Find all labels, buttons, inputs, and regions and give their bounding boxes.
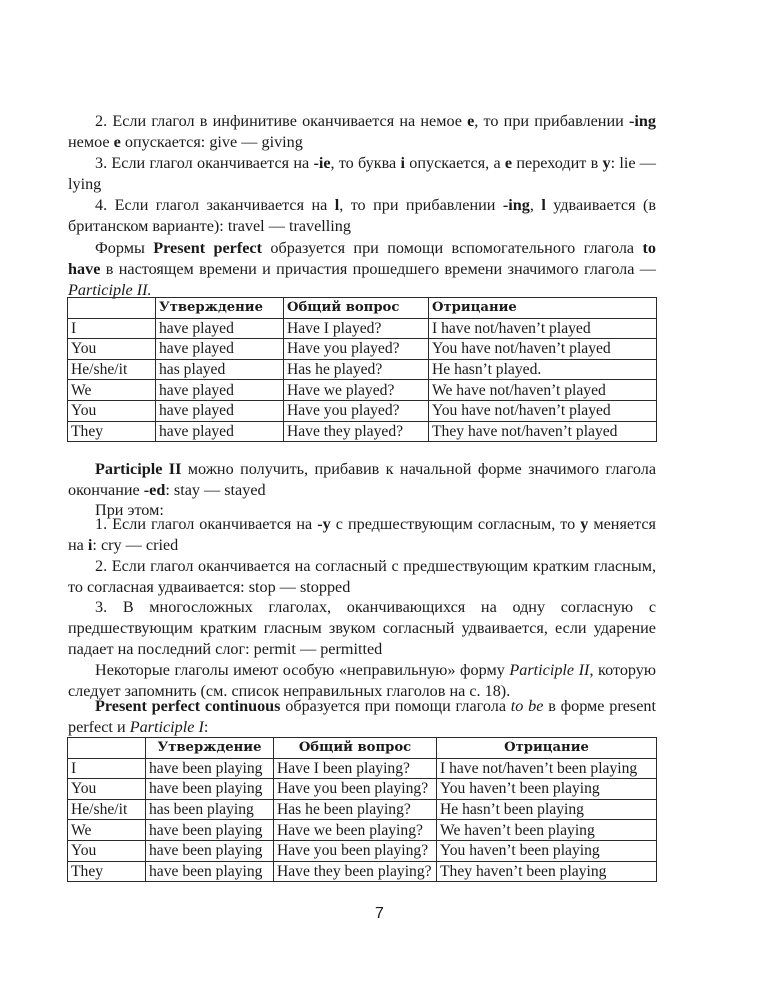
note-text: При этом: [95, 501, 164, 519]
rule-text: , то буква [330, 154, 401, 172]
rule-text: немое [68, 132, 114, 151]
cell-affirmative: have played [156, 380, 284, 401]
rule-text: переходит в [512, 154, 603, 172]
cell-affirmative: have played [156, 339, 284, 360]
rule-number: 2. [95, 112, 108, 130]
cell-pronoun: We [68, 380, 156, 401]
ing-rule-4 [68, 195, 656, 237]
cell-question: Have I been playing? [274, 758, 437, 779]
cell-negative: We have not/haven’t played [429, 380, 657, 401]
rule-text: Если глагол заканчивается на [114, 196, 335, 214]
rule-bold: e [467, 112, 475, 130]
cell-question: Has he been playing? [274, 799, 437, 820]
rule-bold: -y [317, 515, 331, 533]
intro-text: образуется при помощи вспомогательного глагола [262, 239, 643, 257]
intro-text: : [203, 717, 209, 736]
term-present-perfect: Present perfect [153, 239, 263, 257]
rule-number: 2. [95, 557, 108, 575]
cell-negative: I have not/haven’t been playing [437, 758, 657, 779]
intro-text: в настоящем времени и причастия прошедшего времени значимого глагола — [100, 259, 656, 278]
cell-pronoun: He/she/it [68, 799, 146, 820]
intro-text: можно получить, прибавив к начальной форме значимого глагола окончание [68, 460, 656, 499]
cell-question: Have they been playing? [274, 861, 437, 882]
rule-bold: y [580, 515, 589, 533]
present-perfect-intro [68, 238, 656, 300]
note-text: Некоторые глаголы имеют особую «неправильную» форму [95, 661, 510, 679]
term-present-perfect-continuous: Present perfect continuous [95, 697, 281, 715]
cell-pronoun: They [68, 421, 156, 442]
intro-text: в форме present perfect и [68, 697, 657, 736]
present-perfect-table [67, 297, 657, 442]
participle-rule-2 [68, 556, 656, 598]
participle-rule-3 [68, 597, 656, 659]
rule-text: удваивается (в британском варианте): travel — travelling [68, 196, 656, 235]
cell-negative: I have not/haven’t played [429, 318, 657, 339]
cell-question: Have I played? [284, 318, 429, 339]
term-participle-ii: Participle II [509, 661, 590, 679]
header-negative: Отрицание [429, 298, 657, 319]
present-perfect-continuous-intro [68, 696, 656, 738]
table-row [68, 400, 657, 421]
cell-question: Has he played? [284, 359, 429, 380]
table-row [68, 380, 657, 401]
rule-number: 1. [95, 515, 108, 533]
table-row [68, 820, 657, 841]
cell-pronoun: I [68, 318, 156, 339]
rule-bold: l [334, 196, 340, 214]
term-participle-ii: Participle II. [68, 280, 152, 299]
header-question: Общий вопрос [274, 738, 437, 759]
rule-text: опускается, а [404, 154, 505, 172]
present-perfect-continuous-table [67, 737, 657, 882]
cell-affirmative: have played [156, 421, 284, 442]
intro-text: образуется при помощи глагола [280, 697, 511, 715]
rule-bold: -ing [502, 196, 530, 214]
cell-question: Have you played? [284, 339, 429, 360]
cell-question: Have you been playing? [274, 779, 437, 800]
rule-bold: e [113, 132, 121, 151]
rule-text: В многосложных глаголах, оканчивающихся на одну согласную с предшествующим кратким гласным звуком согласный удваивается, если ударение падает на последний слог: permit — permitted [68, 598, 657, 658]
rule-text: опускается: give — giving [120, 132, 303, 151]
rule-number: 4. [95, 196, 108, 214]
cell-pronoun: You [68, 779, 146, 800]
rule-text: , [529, 196, 542, 214]
cell-pronoun: You [68, 840, 146, 861]
cell-affirmative: have been playing [146, 758, 274, 779]
rule-text: с предшествующим согласным, то [330, 515, 581, 533]
page-number: 7 [375, 905, 384, 922]
participle-ii-intro [68, 459, 656, 501]
table-header-row [68, 738, 657, 759]
table-row [68, 359, 657, 380]
ing-rule-2 [68, 111, 656, 153]
cell-negative: You have not/haven’t played [429, 339, 657, 360]
cell-pronoun: I [68, 758, 146, 779]
cell-affirmative: have been playing [146, 779, 274, 800]
cell-question: Have we played? [284, 380, 429, 401]
rule-text: , то при прибавлении [339, 196, 503, 214]
table-row [68, 758, 657, 779]
rule-text: : lie — lying [68, 154, 656, 193]
term-to-have: to have [68, 239, 656, 278]
cell-pronoun: You [68, 400, 156, 421]
term-to-be: to be [510, 697, 544, 715]
table-row [68, 840, 657, 861]
rule-number: 3. [95, 598, 108, 616]
cell-pronoun: They [68, 861, 146, 882]
header-negative: Отрицание [437, 738, 657, 759]
term-participle-ii: Participle II [95, 460, 182, 478]
term-ed: -ed [143, 480, 166, 499]
rule-text: : cry — cried [92, 535, 179, 554]
cell-negative: He hasn’t been playing [437, 799, 657, 820]
cell-pronoun: We [68, 820, 146, 841]
rule-text: , то при прибавлении [474, 112, 629, 130]
cell-pronoun: He/she/it [68, 359, 156, 380]
term-participle-i: Participle I [129, 717, 204, 736]
rule-text: Если глагол оканчивается на [111, 154, 314, 172]
cell-negative: You haven’t been playing [437, 779, 657, 800]
rule-text: Если глагол оканчивается на согласный с предшествующим кратким гласным, то согласная удваивается: stop — stopped [68, 557, 656, 596]
cell-negative: You have not/haven’t played [429, 400, 657, 421]
note-text: , которую следует запомнить (см. список неправильных глаголов на с. 18). [68, 661, 656, 700]
cell-question: Have you played? [284, 400, 429, 421]
cell-negative: We haven’t been playing [437, 820, 657, 841]
cell-affirmative: has been playing [146, 799, 274, 820]
intro-text: Формы [95, 239, 154, 257]
table-row [68, 318, 657, 339]
rule-bold: y [602, 154, 611, 172]
rule-bold: -ie [313, 154, 331, 172]
table-row [68, 861, 657, 882]
rule-text: меняется на [68, 515, 657, 554]
cell-affirmative: have been playing [146, 861, 274, 882]
cell-affirmative: have played [156, 318, 284, 339]
cell-affirmative: have played [156, 400, 284, 421]
cell-pronoun: You [68, 339, 156, 360]
cell-affirmative: have been playing [146, 840, 274, 861]
cell-negative: They have not/haven’t played [429, 421, 657, 442]
cell-question: Have we been playing? [274, 820, 437, 841]
table-row [68, 339, 657, 360]
table-row [68, 779, 657, 800]
header-pronoun [68, 298, 156, 319]
rule-bold: l [541, 196, 546, 214]
rule-bold: e [504, 154, 513, 172]
rule-text: Если глагол оканчивается на [112, 515, 318, 533]
cell-negative: You haven’t been playing [437, 840, 657, 861]
intro-text: : stay — stayed [165, 480, 266, 499]
rule-bold: i [87, 535, 93, 554]
rule-text: Если глагол в инфинитиве оканчивается на немое [112, 112, 468, 130]
rule-bold: i [400, 154, 405, 172]
cell-question: Have you been playing? [274, 840, 437, 861]
header-question: Общий вопрос [284, 298, 429, 319]
table-row [68, 799, 657, 820]
cell-affirmative: has played [156, 359, 284, 380]
header-affirmative: Утверждение [156, 298, 284, 319]
table-header-row [68, 298, 657, 319]
participle-rule-1 [68, 514, 656, 556]
cell-affirmative: have been playing [146, 820, 274, 841]
cell-negative: They haven’t been playing [437, 861, 657, 882]
header-pronoun [68, 738, 146, 759]
table-row [68, 421, 657, 442]
rule-number: 3. [95, 154, 108, 172]
cell-question: Have they played? [284, 421, 429, 442]
cell-negative: He hasn’t played. [429, 359, 657, 380]
rule-bold: -ing [628, 112, 656, 130]
header-affirmative: Утверждение [146, 738, 274, 759]
ing-rule-3 [68, 153, 656, 195]
